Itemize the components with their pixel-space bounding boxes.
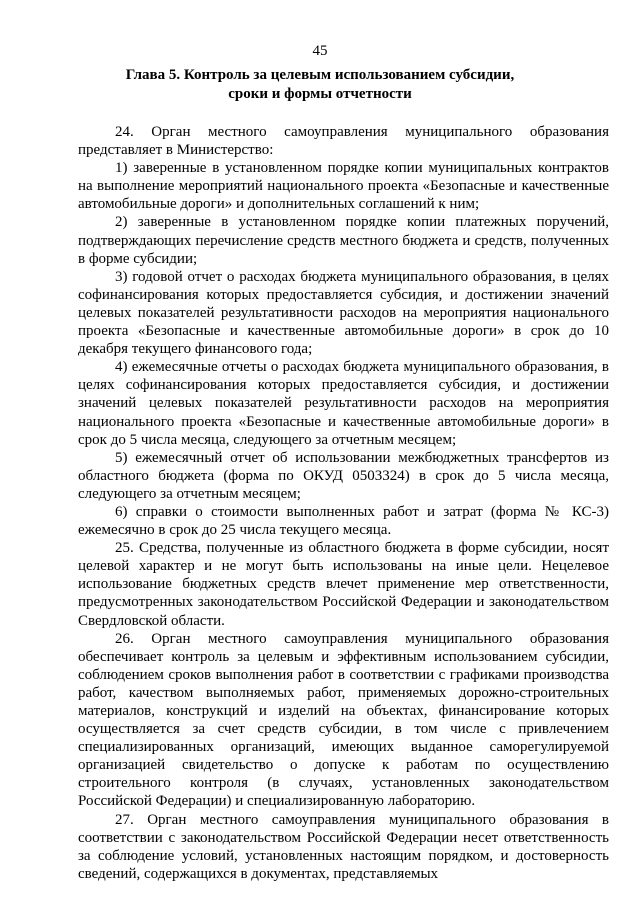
paragraph-24-item-5: 5) ежемесячный отчет об использовании межбюджетных трансфертов из областного бюджета (форма по ОКУД 0503324) в срок до 5 числа месяца, следующего за отчетным месяцем; — [78, 449, 609, 502]
paragraph-24-item-4: 4) ежемесячные отчеты о расходах бюджета муниципального образования, в целях софинансирования которых предоставляется субсидия, и достижении значений целевых показателей результативности расходов на мероприятия национального проекта «Безопасные и качественные автомобильные дороги» в срок до 5 числа месяца, следующего за отчетным месяцем; — [78, 359, 609, 448]
body-text — [78, 123, 609, 883]
chapter-title — [60, 66, 580, 104]
paragraph-25: 25. Средства, полученные из областного бюджета в форме субсидии, носят целевой характер и не могут быть использованы на иные цели. Нецелевое использование бюджетных средств влечет применение мер ответственности, предусмотренных законодательством Российской Федерации и законодательством Свердловской области. — [78, 540, 609, 629]
paragraph-24-item-3: 3) годовой отчет о расходах бюджета муниципального образования, в целях софинансирования которых предоставляется субсидия, и достижении значений целевых показателей результативности расходов на мероприятия национального проекта «Безопасные и качественные автомобильные дороги» в срок до 10 декабря текущего финансового года; — [78, 268, 609, 358]
paragraph-24: 24. Орган местного самоуправления муниципального образования представляет в Министерство: — [78, 124, 609, 159]
page-number: 45 — [312, 43, 328, 59]
paragraph-27: 27. Орган местного самоуправления муниципального образования в соответствии с законодательством Российской Федерации несет ответственность за соблюдение условий, установленных настоящим порядком, и достоверность сведений, содержащихся в документах, представляемых — [78, 811, 609, 882]
paragraph-24-item-1: 1) заверенные в установленном порядке копии муниципальных контрактов на выполнение мероприятий национального проекта «Безопасные и качественные автомобильные дороги» и дополнительных соглашений к ним; — [78, 160, 609, 213]
chapter-title-line-1: Глава 5. Контроль за целевым использованием субсидии, — [125, 67, 515, 83]
chapter-title-line-2: сроки и формы отчетности — [228, 86, 412, 102]
paragraph-24-item-2: 2) заверенные в установленном порядке копии платежных поручений, подтверждающих перечисление средств местного бюджета и средств, полученных в форме субсидии; — [78, 214, 609, 267]
paragraph-24-item-6: 6) справки о стоимости выполненных работ и затрат (форма № КС-3) ежемесячно в срок до 25 числа текущего месяца. — [78, 503, 609, 539]
paragraph-26: 26. Орган местного самоуправления муниципального образования обеспечивает контроль за целевым и эффективным использованием субсидии, соблюдением сроков выполнения работ в соответствии с графиками производства работ, качеством выполняемых работ, применяемых дорожно-строительных материалов, конструкций и изделий на объектах, финансирование которых осуществляется за счет средств субсидии, в том числе с привлечением специализированных организаций, имеющих выданное саморегулируемой организацией свидетельство о допуске к работам по осуществлению строительного контроля (в случаях, установленных законодательством Российской Федерации) и специализированную лабораторию. — [78, 630, 609, 810]
